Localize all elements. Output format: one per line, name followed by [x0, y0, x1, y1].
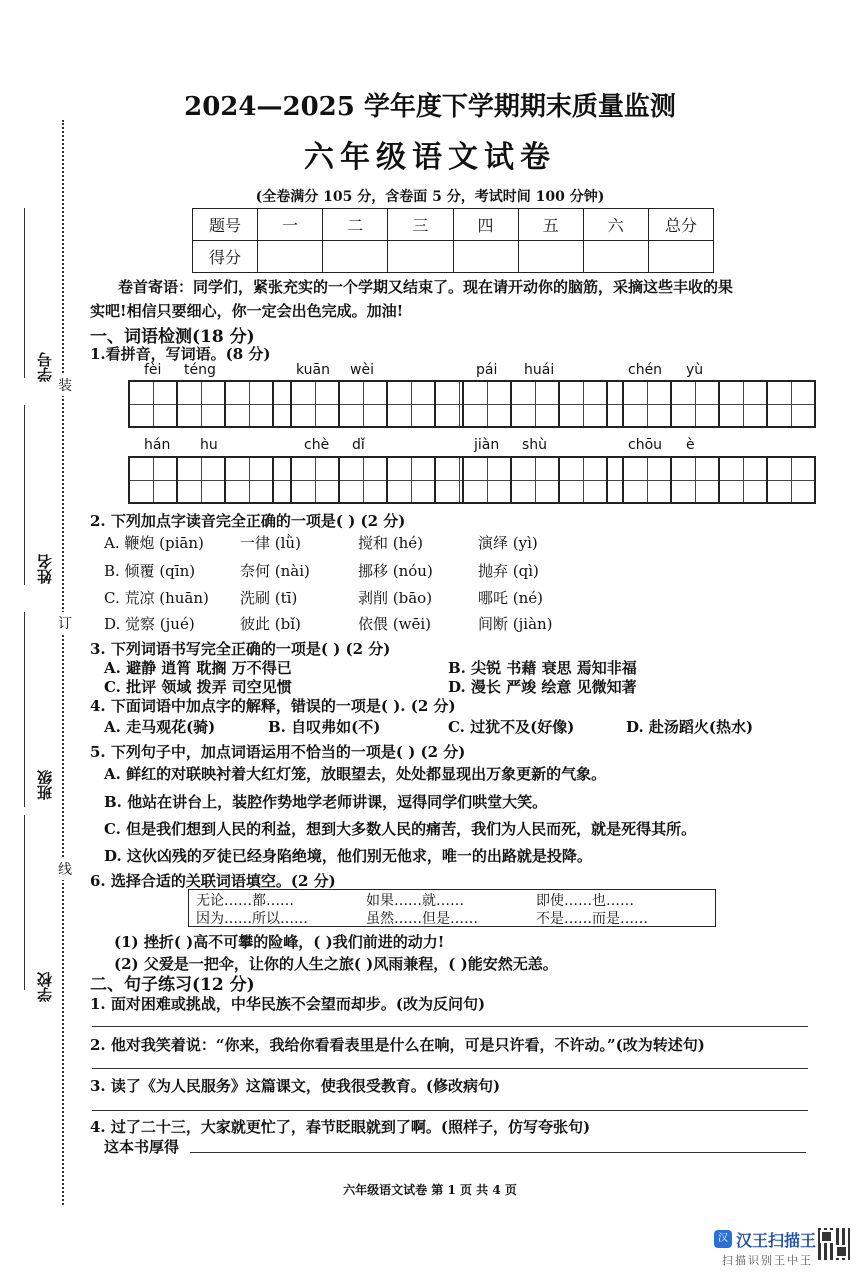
scanner-brand-name: 汉王扫描王: [736, 1231, 817, 1250]
student-id-label: 学号: [36, 352, 54, 382]
q5-option: C. 但是我们想到人民的利益，想到大多数人民的痛苦，我们为人民而死，就是死得其所。: [104, 820, 697, 838]
pinyin: huái: [524, 362, 555, 378]
pinyin: pái: [476, 362, 498, 378]
q2-option: 剥削 (bāo): [358, 589, 433, 607]
score-table-head-row: [193, 209, 714, 241]
score-col: 一: [258, 209, 323, 241]
name-label: 姓名: [36, 554, 54, 584]
q3-title: 3. 下列词语书写完全正确的一项是( ) (2 分): [90, 640, 391, 658]
q2-option: 演绎 (yì): [478, 534, 538, 552]
q3-option: D. 漫长 严竣 绘意 见微知著: [448, 678, 637, 696]
qr-code-icon: [818, 1228, 850, 1260]
conjunction-word: 虽然……但是……: [366, 911, 478, 927]
score-cell[interactable]: [388, 241, 453, 273]
q2-option: 挪移 (nóu): [358, 562, 433, 580]
pinyin: jiàn: [474, 437, 500, 453]
page-footer: 六年级语文试卷 第 1 页 共 4 页: [343, 1183, 517, 1197]
q4-option: D. 赴汤蹈火(热水): [626, 718, 754, 736]
line-mark: 线: [58, 858, 72, 880]
s2-q2: 2. 他对我笑着说：“你来，我给你看看表里是什么在响，可是只许看，不许动。”(改为转述句): [90, 1036, 705, 1054]
s2-q3: 3. 读了《为人民服务》这篇课文，使我很受教育。(修改病句): [90, 1077, 501, 1095]
class-label: 班级: [36, 770, 54, 800]
student-id-line: [24, 208, 25, 378]
pinyin: hán: [144, 437, 171, 453]
conjunction-word: 无论……都……: [196, 893, 294, 909]
q3-option: B. 尖锐 书藉 衰思 焉知非福: [448, 659, 637, 677]
s2-q4: 4. 过了二十三，大家就更忙了，春节眨眼就到了啊。(照样子，仿写夸张句): [90, 1118, 591, 1136]
q2-option: 洗刷 (tī): [240, 589, 298, 607]
writing-grid[interactable]: [290, 380, 482, 428]
pinyin: chōu: [628, 437, 663, 453]
q4-option: B. 自叹弗如(不): [268, 718, 381, 736]
score-col: 总分: [648, 209, 713, 241]
q6-title: 6. 选择合适的关联词语填空。(2 分): [90, 872, 336, 890]
q3-option: A. 避静 逍筲 耽搁 万不得已: [104, 659, 292, 677]
conjunction-word: 不是……而是……: [536, 911, 648, 927]
q2-option: 奈何 (nài): [240, 562, 310, 580]
binding-dotted-line: [62, 120, 70, 1205]
q2-option: 哪吒 (né): [478, 589, 544, 607]
score-row-head: 题号: [193, 209, 258, 241]
q4-option: C. 过犹不及(好像): [448, 718, 575, 736]
q2-option: 一律 (lǜ): [240, 534, 301, 552]
exam-subtitle: 六年级语文试卷: [304, 140, 556, 175]
school-line: [24, 815, 25, 990]
pinyin: kuān: [296, 362, 331, 378]
bind-mark: 订: [58, 612, 72, 634]
q4-option: A. 走马观花(骑): [104, 718, 216, 736]
q2-option: 间断 (jiàn): [478, 615, 553, 633]
score-cell[interactable]: [583, 241, 648, 273]
school-label: 学校: [36, 972, 54, 1002]
score-col: 五: [518, 209, 583, 241]
conjunction-word: 因为……所以……: [196, 911, 308, 927]
q2-option: B. 倾覆 (qīn): [104, 562, 196, 580]
q2-option: 抛弃 (qì): [478, 562, 539, 580]
answer-line[interactable]: [92, 1068, 808, 1069]
score-cell[interactable]: [648, 241, 713, 273]
s2-q4-prompt: 这本书厚得: [104, 1138, 180, 1156]
s2-q1: 1. 面对困难或挑战，中华民族不会望而却步。(改为反问句): [90, 995, 486, 1013]
q1-title: 1.看拼音，写词语。(8 分): [90, 345, 271, 363]
pinyin: è: [686, 437, 695, 453]
q5-title: 5. 下列句子中，加点词语运用不恰当的一项是( ) (2 分): [90, 743, 466, 761]
score-cell[interactable]: [518, 241, 583, 273]
scanner-slogan: 扫描识别王中王: [722, 1254, 813, 1267]
pinyin: fèi: [144, 362, 162, 378]
pinyin: chè: [304, 437, 330, 453]
q2-option: A. 鞭炮 (piān): [104, 534, 204, 552]
section1-heading: 一、词语检测(18 分): [90, 327, 255, 347]
q2-option: 依偎 (wēi): [358, 615, 431, 633]
q6-item: (1) 挫折( )高不可攀的险峰，( )我们前进的动力!: [114, 933, 445, 951]
pinyin: dǐ: [352, 437, 365, 453]
score-col: 四: [453, 209, 518, 241]
conjunction-word: 即使……也……: [536, 893, 634, 909]
class-line: [24, 612, 25, 807]
intro-line-1: 卷首寄语：同学们，紧张充实的一个学期又结束了。现在请开动你的脑筋，采摘这些丰收的果: [118, 278, 734, 296]
score-col: 三: [388, 209, 453, 241]
exam-title: 2024—2025 学年度下学期期末质量监测: [184, 92, 676, 122]
seal-mark: 装: [58, 374, 72, 396]
pinyin: hu: [200, 437, 218, 453]
pinyin: téng: [184, 362, 216, 378]
q6-item: (2) 父爱是一把伞，让你的人生之旅( )风雨兼程，( )能安然无恙。: [114, 955, 558, 973]
pinyin: chén: [628, 362, 663, 378]
exam-note: (全卷满分 105 分，含卷面 5 分，考试时间 100 分钟): [255, 189, 605, 205]
q2-title: 2. 下列加点字读音完全正确的一项是( ) (2 分): [90, 512, 406, 530]
q2-option: 彼此 (bǐ): [240, 615, 301, 633]
scanner-logo-icon: 汉: [714, 1230, 732, 1248]
q4-title: 4. 下面词语中加点字的解释，错误的一项是( ). (2 分): [90, 697, 456, 715]
q5-option: B. 他站在讲台上，装腔作势地学老师讲课，逗得同学们哄堂大笑。: [104, 793, 548, 811]
conjunction-word: 如果……就……: [366, 893, 464, 909]
score-col: 二: [323, 209, 388, 241]
intro-line-2: 实吧!相信只要细心，你一定会出色完成。加油!: [90, 302, 404, 320]
writing-grid[interactable]: [290, 456, 482, 504]
writing-grid[interactable]: [622, 380, 814, 428]
score-cell[interactable]: [323, 241, 388, 273]
answer-line[interactable]: [92, 1026, 808, 1027]
pinyin: shù: [522, 437, 548, 453]
q2-option: D. 觉察 (jué): [104, 615, 195, 633]
writing-grid[interactable]: [622, 456, 814, 504]
answer-line[interactable]: [190, 1152, 806, 1153]
q5-option: D. 这伙凶残的歹徒已经身陷绝境，他们别无他求，唯一的出路就是投降。: [104, 847, 592, 865]
pinyin: wèi: [350, 362, 374, 378]
q2-option: C. 荒凉 (huān): [104, 589, 209, 607]
q5-option: A. 鲜红的对联映衬着大红灯笼，放眼望去，处处都显现出万象更新的气象。: [104, 765, 607, 783]
q3-option: C. 批评 领域 拨弄 司空见惯: [104, 678, 292, 696]
score-col: 六: [583, 209, 648, 241]
score-cell[interactable]: [453, 241, 518, 273]
q2-option: 搅和 (hé): [358, 534, 424, 552]
score-cell[interactable]: [258, 241, 323, 273]
score-table: [192, 208, 714, 273]
score-table-score-row: [193, 241, 714, 273]
score-label: 得分: [193, 241, 258, 273]
name-line: [24, 405, 25, 585]
pinyin: yù: [686, 362, 704, 378]
answer-line[interactable]: [92, 1110, 808, 1111]
section2-heading: 二、句子练习(12 分): [90, 975, 255, 995]
